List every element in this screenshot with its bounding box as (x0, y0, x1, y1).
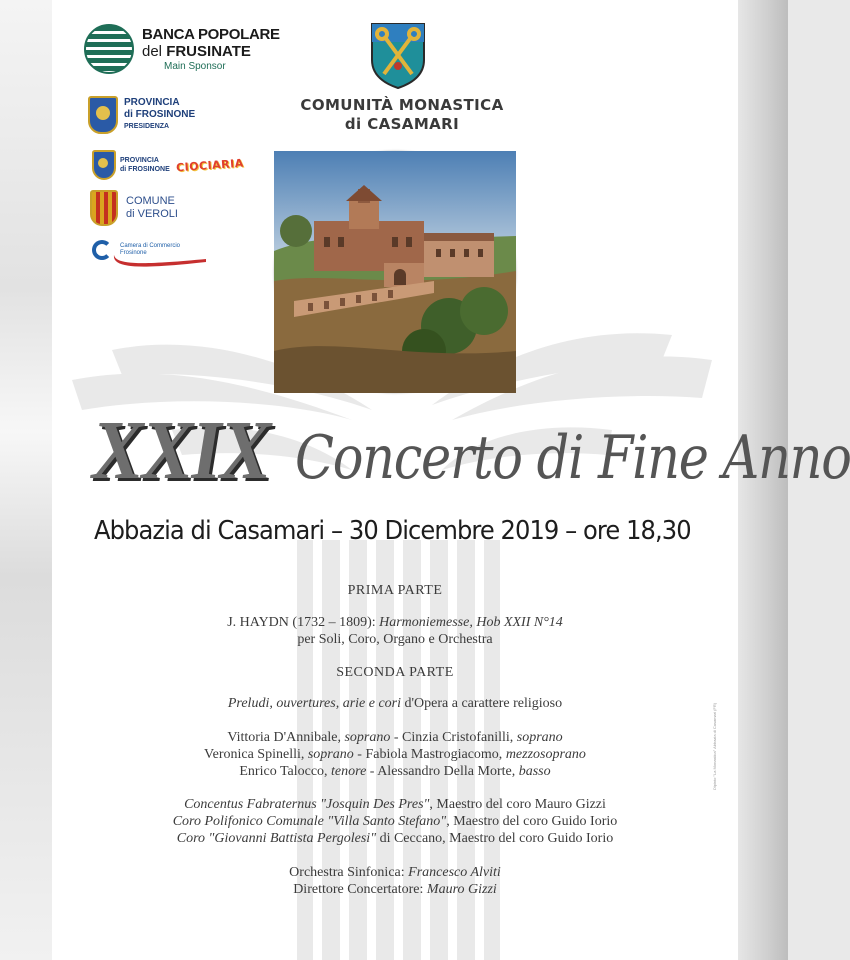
soloist-line: Vittoria D'Annibale, soprano - Cinzia Cristofanilli, soprano (227, 730, 563, 745)
bpf-sponsor-logo (84, 24, 280, 74)
prima-parte-heading: PRIMA PARTE (347, 583, 443, 598)
veroli-line1: COMUNE (126, 195, 175, 207)
ciociaria-logo: CIOCIARIA (175, 156, 244, 174)
director-line: Direttore Concertatore: Mauro Gizzi (293, 882, 497, 897)
orchestra-line: Orchestra Sinfonica: Francesco Alviti (289, 865, 501, 880)
provincia-line2: di FROSINONE (124, 109, 196, 120)
orchestra-credits (52, 864, 738, 898)
choirs-list (52, 796, 738, 847)
bpf-name-line2: del FRUSINATE (142, 42, 251, 60)
veroli-crest-icon (90, 190, 118, 226)
concert-poster (52, 0, 850, 960)
community-title (252, 96, 552, 134)
blurred-left-edge (0, 0, 52, 960)
abbey-painting (274, 151, 516, 393)
choir-line: Concentus Fabraternus "Josquin Des Pres", Maestro del coro Mauro Gizzi (184, 797, 606, 812)
provincia-small-crest-icon (92, 150, 116, 180)
provincia2-line2: di FROSINONE (120, 166, 170, 173)
venue-date-time: Abbazia di Casamari – 30 Dicembre 2019 – ore 18,30 (94, 516, 691, 546)
community-line1: COMUNITÀ MONASTICA (300, 96, 504, 114)
provincia-line1: PROVINCIA (124, 97, 180, 108)
edition-number: XXIX (92, 404, 270, 497)
community-line2: di CASAMARI (344, 115, 460, 133)
provincia-presidenza: PRESIDENZA (124, 123, 170, 130)
camera-line1: Camera di Commercio (120, 243, 181, 249)
bpf-main-sponsor: Main Sponsor (164, 60, 226, 72)
provincia-ciociaria-logo (92, 150, 244, 180)
soloist-line: Veronica Spinelli, soprano - Fabiola Mastrogiacomo, mezzosoprano (204, 747, 586, 762)
choir-line: Coro Polifonico Comunale "Villa Santo Stefano", Maestro del coro Guido Iorio (172, 814, 618, 829)
provincia2-line1: PROVINCIA (120, 157, 159, 164)
seconda-parte-program: Preludi, ouvertures, arie e cori d'Opera a carattere religioso (227, 696, 563, 711)
painting-credit: Dipinto "La Monastica" Abbazia di Casamari (FR) (712, 702, 717, 790)
choir-line: Coro "Giovanni Battista Pergolesi" di Ceccano, Maestro del coro Guido Iorio (176, 831, 614, 846)
veroli-line2: di VEROLI (126, 208, 178, 220)
bpf-name-line1: BANCA POPOLARE (142, 25, 280, 43)
provincia-crest-icon (88, 96, 118, 134)
seconda-parte-heading: SECONDA PARTE (336, 665, 454, 680)
veroli-logo (90, 190, 178, 226)
soloists-list (52, 729, 738, 780)
concert-name: Concerto di Fine Anno (294, 423, 850, 493)
haydn-work: J. HAYDN (1732 – 1809): Harmoniemesse, Hob XXII N°14 per Soli, Coro, Organo e Orchestra (227, 615, 563, 647)
provincia-presidenza-logo (88, 96, 195, 134)
camera-c-icon (92, 240, 112, 260)
keys-crest-icon (370, 22, 426, 90)
bpf-logo-icon (84, 24, 134, 74)
soloist-line: Enrico Talocco, tenore - Alessandro Della Morte, basso (239, 764, 551, 779)
camera-commercio-logo (92, 240, 180, 260)
camera-swoosh-icon (112, 253, 208, 267)
concert-title (92, 402, 850, 502)
camera-line2: Frosinone (120, 250, 147, 256)
